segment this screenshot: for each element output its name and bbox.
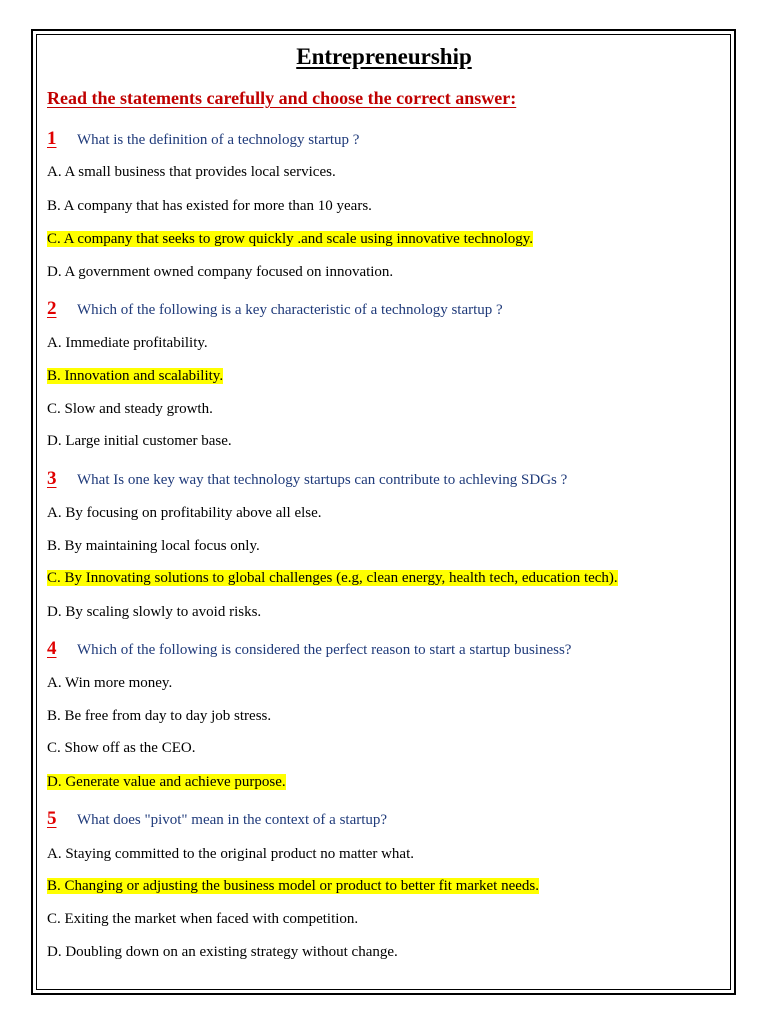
option-5c: C. Exiting the market when faced with competition.	[47, 911, 359, 927]
question-number: 5	[47, 808, 57, 829]
document-title: Entrepreneurship	[296, 44, 472, 69]
option-5b-correct: B. Changing or adjusting the business model or product to better fit market needs.	[47, 878, 539, 894]
option-3d: D. By scaling slowly to avoid risks.	[47, 604, 262, 620]
question-number: 1	[47, 128, 57, 149]
question-text: What does "pivot" mean in the context of a startup?	[77, 812, 388, 828]
question-number: 3	[47, 468, 57, 489]
option-4a: A. Win more money.	[47, 675, 173, 691]
option-3b: B. By maintaining local focus only.	[47, 538, 260, 554]
option-5a: A. Staying committed to the original product no matter what.	[47, 846, 415, 862]
question-number: 2	[47, 298, 57, 319]
option-1a: A. A small business that provides local services.	[47, 164, 336, 180]
option-4d-correct: D. Generate value and achieve purpose.	[47, 774, 286, 790]
question-text: Which of the following is a key characteristic of a technology startup ?	[77, 302, 503, 318]
option-1c-correct: C. A company that seeks to grow quickly .and scale using innovative technology.	[47, 231, 534, 247]
instructions: Read the statements carefully and choose the correct answer:	[47, 88, 517, 108]
question-4	[47, 638, 571, 660]
option-4c: C. Show off as the CEO.	[47, 740, 196, 756]
option-1d: D. A government owned company focused on innovation.	[47, 264, 394, 280]
question-5	[47, 808, 387, 830]
option-2d: D. Large initial customer base.	[47, 433, 232, 449]
question-number: 4	[47, 638, 57, 659]
option-2c: C. Slow and steady growth.	[47, 401, 213, 417]
question-text: What Is one key way that technology startups can contribute to achleving SDGs ?	[77, 472, 568, 488]
option-2b-correct: B. Innovation and scalability.	[47, 368, 224, 384]
question-text: Which of the following is considered the perfect reason to start a startup business?	[77, 642, 572, 658]
option-3a: A. By focusing on profitability above all else.	[47, 505, 322, 521]
question-2	[47, 298, 503, 320]
option-3c-correct: C. By Innovating solutions to global challenges (e.g, clean energy, health tech, education tech).	[47, 570, 618, 586]
option-4b: B. Be free from day to day job stress.	[47, 708, 272, 724]
option-2a: A. Immediate profitability.	[47, 335, 208, 351]
question-text: What is the definition of a technology startup ?	[77, 132, 360, 148]
question-1	[47, 128, 359, 150]
question-3	[47, 468, 567, 490]
option-5d: D. Doubling down on an existing strategy without change.	[47, 944, 398, 960]
option-1b: B. A company that has existed for more than 10 years.	[47, 198, 372, 214]
